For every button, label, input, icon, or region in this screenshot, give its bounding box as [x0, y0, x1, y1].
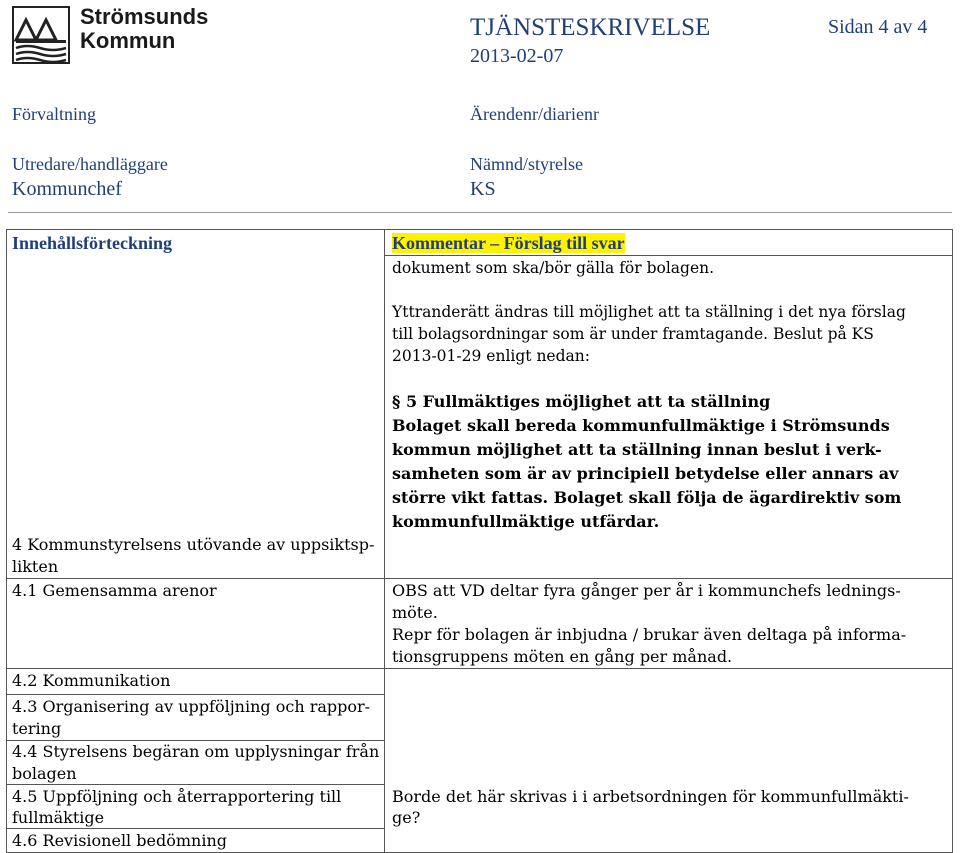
section-4-6: 4.6 Revisionell bedömning	[12, 831, 227, 850]
quote-line-1: § 5 Fullmäktiges möjlighet att ta ställning	[392, 392, 771, 411]
quote-line-5: större vikt fattas. Bolaget skall följa de ägardirektiv som	[392, 488, 902, 507]
comment-4-5-line-1: Borde det här skrivas i i arbetsordningen för kommunfullmäkti-	[392, 787, 909, 806]
header-cell-border	[384, 255, 952, 256]
section-4-3-line-1: 4.3 Organisering av uppföljning och rappor-	[12, 697, 371, 716]
table-right-border	[952, 229, 953, 853]
section-4-3-line-2: tering	[12, 719, 62, 738]
document-type: TJÄNSTESKRIVELSE	[470, 14, 711, 41]
page-number: Sidan 4 av 4	[828, 16, 928, 38]
comment-4-1-line-4: tionsgruppens möten en gång per månad.	[392, 647, 733, 666]
row-border-2	[6, 668, 953, 669]
section-4-4-line-1: 4.4 Styrelsens begäran om upplysningar från	[12, 742, 380, 761]
intro-line-1: dokument som ska/bör gälla för bolagen.	[392, 259, 715, 277]
comment-4-1-line-2: möte.	[392, 603, 438, 622]
intro-line-4: till bolagsordningar som är under framtagande. Beslut på KS	[392, 325, 874, 343]
section-4-line-2: likten	[12, 557, 59, 576]
comment-4-5-line-2: ge?	[392, 808, 421, 827]
quote-line-3: kommun möjlighet att ta ställning innan beslut i verk-	[392, 440, 882, 459]
section-4-5-line-2: fullmäktige	[12, 808, 105, 827]
section-4-5-line-1: 4.5 Uppföljning och återrapportering till	[12, 787, 342, 806]
section-4-1: 4.1 Gemensamma arenor	[12, 581, 217, 600]
intro-line-3: Yttranderätt ändras till möjlighet att ta ställning i det nya förslag	[392, 303, 906, 321]
section-4-4-line-2: bolagen	[12, 764, 77, 783]
logo-line-1: Strömsunds	[80, 4, 209, 29]
arendenr-label: Ärendenr/diarienr	[470, 104, 599, 124]
bridge-emblem-icon	[12, 6, 72, 66]
table-left-border	[6, 229, 7, 853]
toc-header: Innehållsförteckning	[12, 233, 173, 253]
header-divider	[8, 212, 952, 213]
table-column-divider	[384, 229, 385, 853]
comment-header	[392, 232, 625, 255]
namnd-value: KS	[470, 178, 496, 200]
comment-4-1-line-1: OBS att VD deltar fyra gånger per år i kommunchefs lednings-	[392, 581, 901, 600]
forvaltning-label: Förvaltning	[12, 104, 96, 124]
utredare-label: Utredare/handläggare	[12, 154, 168, 174]
comment-4-1-line-3: Repr för bolagen är inbjudna / brukar även deltaga på informa-	[392, 625, 907, 644]
row-border-1	[6, 578, 953, 579]
document-date: 2013-02-07	[470, 45, 564, 67]
municipality-logo	[12, 4, 209, 68]
utredare-value: Kommunchef	[12, 178, 122, 200]
quote-line-4: samheten som är av principiell betydelse eller annars av	[392, 464, 899, 483]
table-top-border	[6, 229, 953, 230]
quote-line-6: kommunfullmäktige utfärdar.	[392, 512, 660, 531]
namnd-label: Nämnd/styrelse	[470, 154, 583, 174]
row-border-3	[6, 694, 384, 695]
intro-line-5: 2013-01-29 enligt nedan:	[392, 347, 590, 365]
quote-line-2: Bolaget skall bereda kommunfullmäktige i Strömsunds	[392, 416, 890, 435]
comment-header-highlight: Kommentar – Förslag till svar	[392, 233, 625, 253]
section-4-line-1: 4 Kommunstyrelsens utövande av uppsiktsp-	[12, 535, 375, 554]
section-4-2: 4.2 Kommunikation	[12, 671, 171, 690]
logo-line-2: Kommun	[80, 28, 176, 53]
